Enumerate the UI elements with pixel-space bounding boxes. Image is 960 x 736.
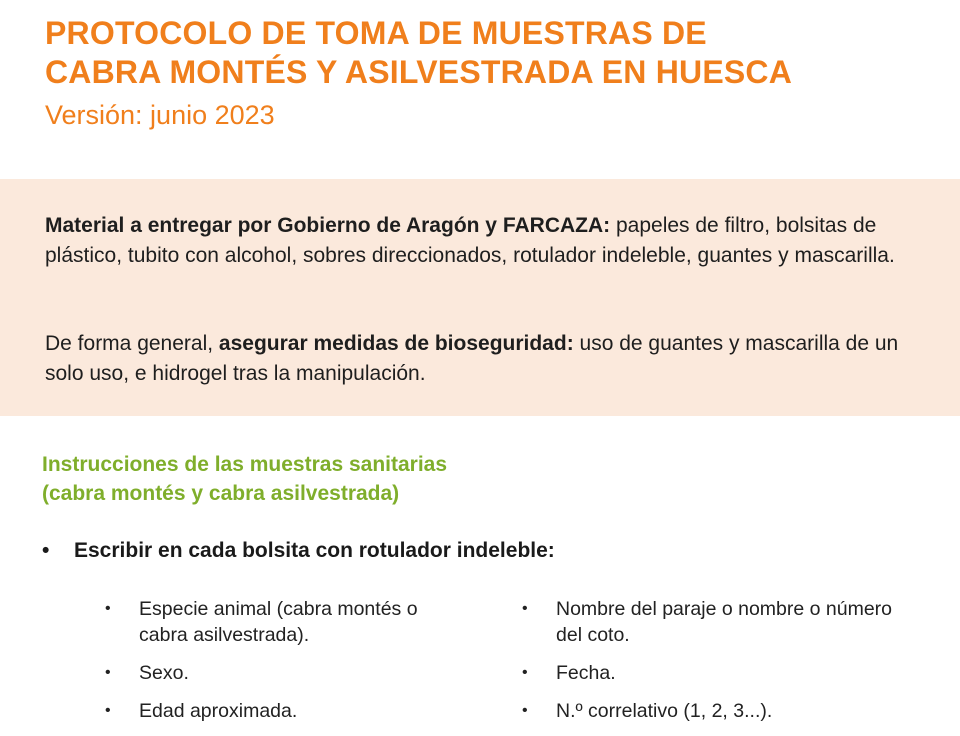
list-item-text: Sexo. bbox=[139, 662, 189, 684]
list-item bbox=[522, 596, 922, 648]
list-item-text: N.º correlativo (1, 2, 3...). bbox=[556, 700, 773, 722]
material-heading: Material a entregar por Gobierno de Aragón y FARCAZA: bbox=[45, 214, 611, 237]
material-list-text: papeles de filtro, bolsitas de plástico, tubito con alcohol, sobres direccionados, rotulador indeleble, guantes y mascarilla. bbox=[45, 214, 895, 267]
list-item bbox=[522, 698, 922, 724]
material-info-box bbox=[0, 179, 960, 416]
sub-bullet-marker: • bbox=[105, 664, 111, 681]
list-item-text: Fecha. bbox=[556, 662, 616, 684]
version-label: Versión: junio 2023 bbox=[45, 100, 275, 130]
material-paragraph bbox=[45, 211, 915, 271]
main-bullet-text: Escribir en cada bolsita con rotulador indeleble: bbox=[74, 539, 555, 562]
sub-bullet-marker: • bbox=[105, 600, 111, 617]
sub-bullet-marker: • bbox=[522, 702, 528, 719]
instructions-title-line-2: (cabra montés y cabra asilvestrada) bbox=[42, 482, 400, 505]
list-item-text: Nombre del paraje o nombre o número del coto. bbox=[556, 598, 893, 646]
biosecurity-paragraph bbox=[45, 329, 915, 389]
instructions-title bbox=[42, 450, 447, 508]
biosecurity-text: uso de guantes y mascarilla de un solo uso, e hidrogel tras la manipulación. bbox=[45, 332, 899, 385]
title-line-2: CABRA MONTÉS Y ASILVESTRADA EN HUESCA bbox=[45, 54, 793, 90]
label-fields-left-column bbox=[105, 596, 465, 736]
list-item bbox=[105, 698, 465, 724]
instructions-title-line-1: Instrucciones de las muestras sanitarias bbox=[42, 453, 448, 476]
label-fields-right-column bbox=[522, 596, 922, 736]
list-item-text: Edad aproximada. bbox=[139, 700, 298, 722]
sub-bullet-marker: • bbox=[105, 702, 111, 719]
main-bullet-item bbox=[42, 536, 555, 566]
biosecurity-heading: asegurar medidas de bioseguridad: bbox=[218, 332, 574, 355]
document-title bbox=[45, 14, 925, 92]
sub-bullet-marker: • bbox=[522, 664, 528, 681]
bullet-marker: • bbox=[42, 539, 50, 562]
list-item bbox=[105, 660, 465, 686]
title-line-1: PROTOCOLO DE TOMA DE MUESTRAS DE bbox=[45, 15, 707, 51]
sub-bullet-marker: • bbox=[522, 600, 528, 617]
document-header bbox=[45, 14, 925, 132]
biosecurity-intro: De forma general, bbox=[45, 332, 219, 355]
list-item bbox=[105, 596, 465, 648]
list-item-text: Especie animal (cabra montés o cabra asilvestrada). bbox=[139, 598, 418, 646]
list-item bbox=[522, 660, 922, 686]
